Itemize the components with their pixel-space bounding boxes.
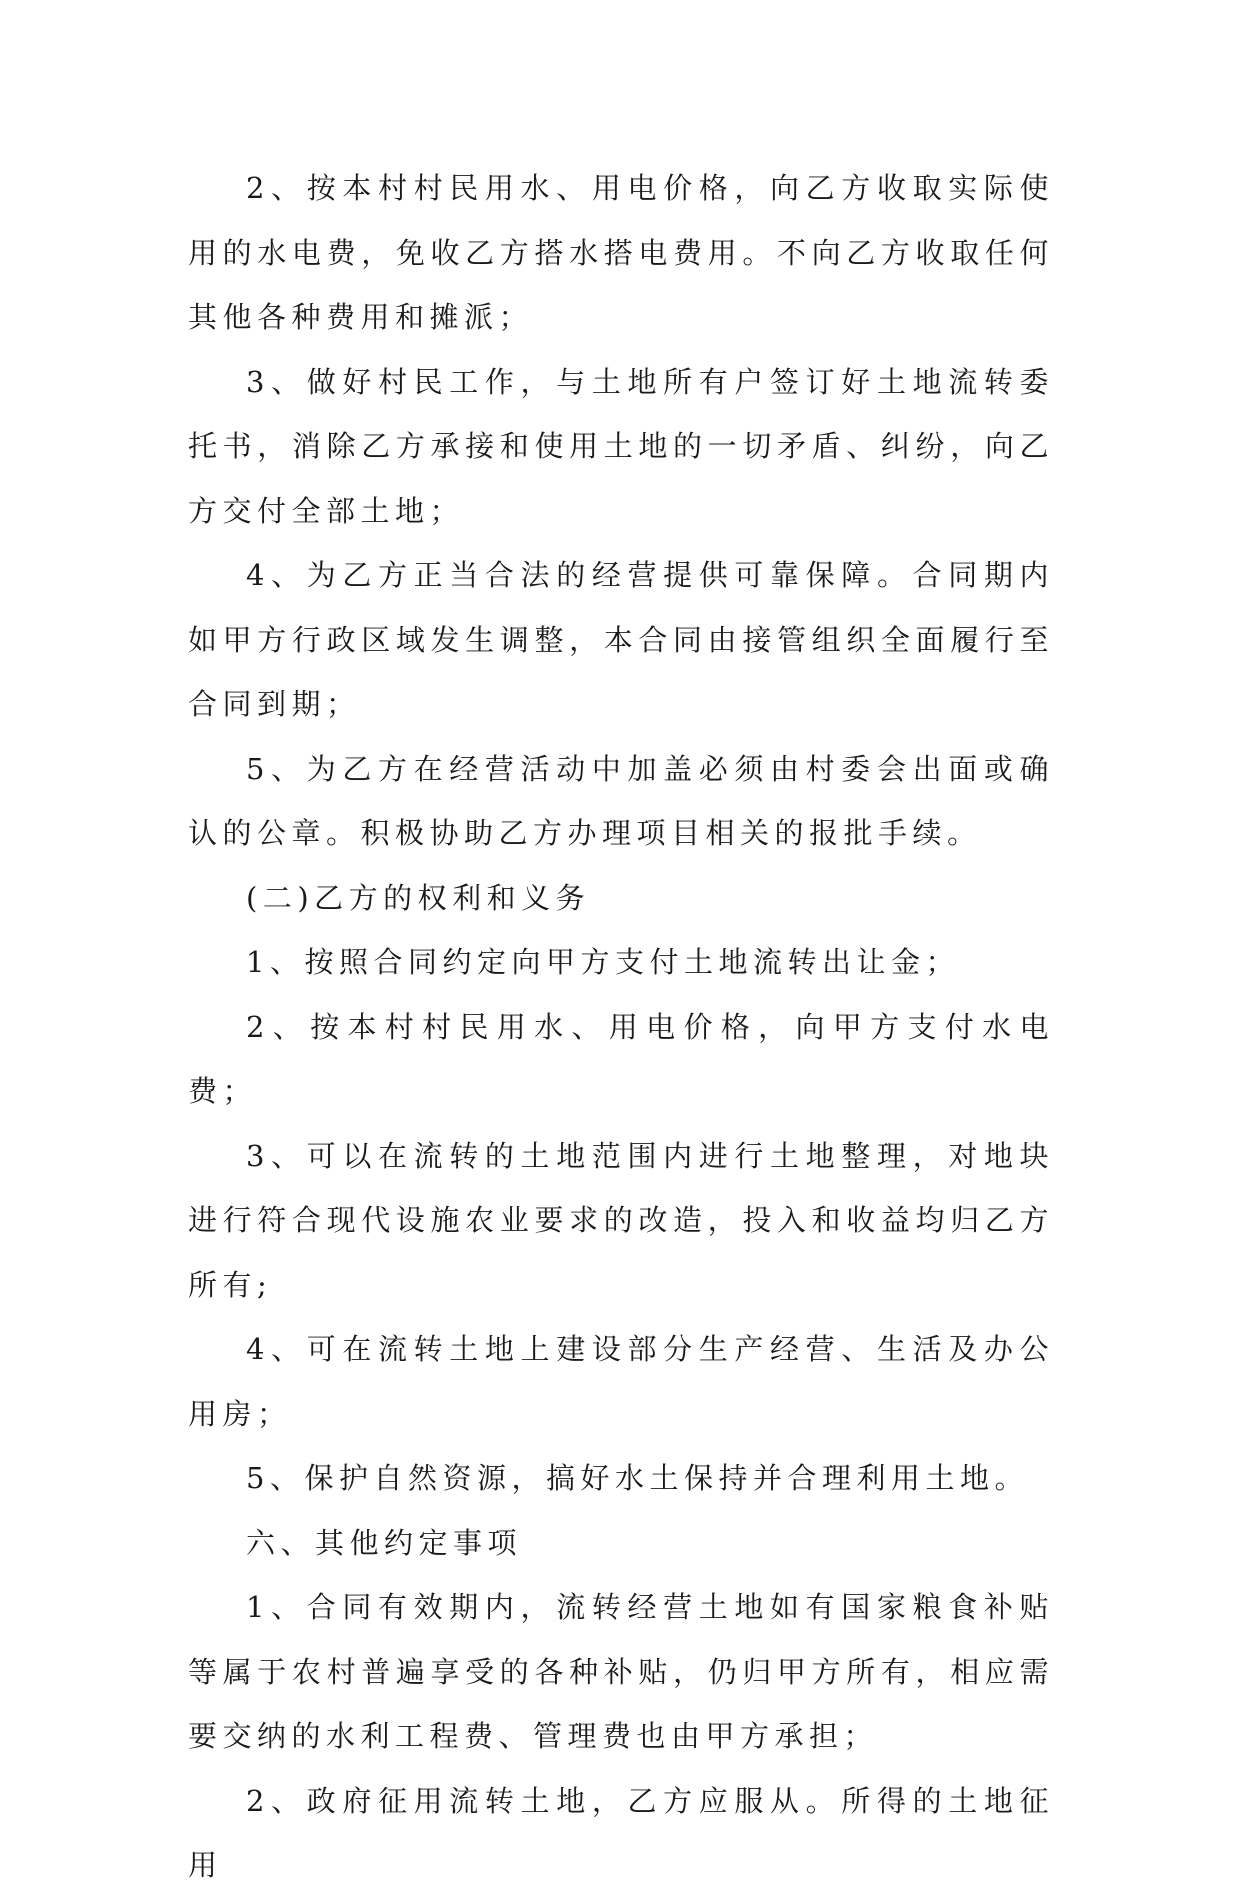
clause-paragraph: 4、可在流转土地上建设部分生产经营、生活及办公用房；: [188, 1332, 1054, 1431]
clause-paragraph: 2、按本村村民用水、用电价格，向甲方支付水电费；: [188, 1009, 1054, 1108]
clause-paragraph: 2、政府征用流转土地，乙方应服从。所得的土地征用: [188, 1783, 1054, 1882]
clause-paragraph: 1、合同有效期内，流转经营土地如有国家粮食补贴等属于农村普遍享受的各种补贴，仍归甲方所有，相应需要交纳的水利工程费、管理费也由甲方承担；: [188, 1590, 1054, 1753]
section-heading: (二)乙方的权利和义务: [246, 880, 591, 915]
clause-paragraph: 3、可以在流转的土地范围内进行土地整理，对地块进行符合现代设施农业要求的改造，投入和收益均归乙方所有;: [188, 1138, 1054, 1302]
section-heading: 六、其他约定事项: [246, 1525, 523, 1560]
clause-paragraph: 5、保护自然资源，搞好水土保持并合理利用土地。: [246, 1461, 1029, 1495]
clause-paragraph: 4、为乙方正当合法的经营提供可靠保障。合同期内如甲方行政区域发生调整，本合同由接管组织全面履行至合同到期；: [188, 558, 1054, 721]
clause-paragraph: 1、按照合同约定向甲方支付土地流转出让金；: [246, 945, 960, 979]
clause-paragraph: 2、按本村村民用水、用电价格，向乙方收取实际使用的水电费，免收乙方搭水搭电费用。不向乙方收取任何其他各种费用和摊派；: [188, 171, 1054, 334]
clause-paragraph: 5、为乙方在经营活动中加盖必须由村委会出面或确认的公章。积极协助乙方办理项目相关的报批手续。: [188, 751, 1054, 850]
document-page: [188, 156, 1054, 1898]
clause-paragraph: 3、做好村民工作，与土地所有户签订好土地流转委托书，消除乙方承接和使用土地的一切矛盾、纠纷，向乙方交付全部土地；: [188, 364, 1054, 528]
